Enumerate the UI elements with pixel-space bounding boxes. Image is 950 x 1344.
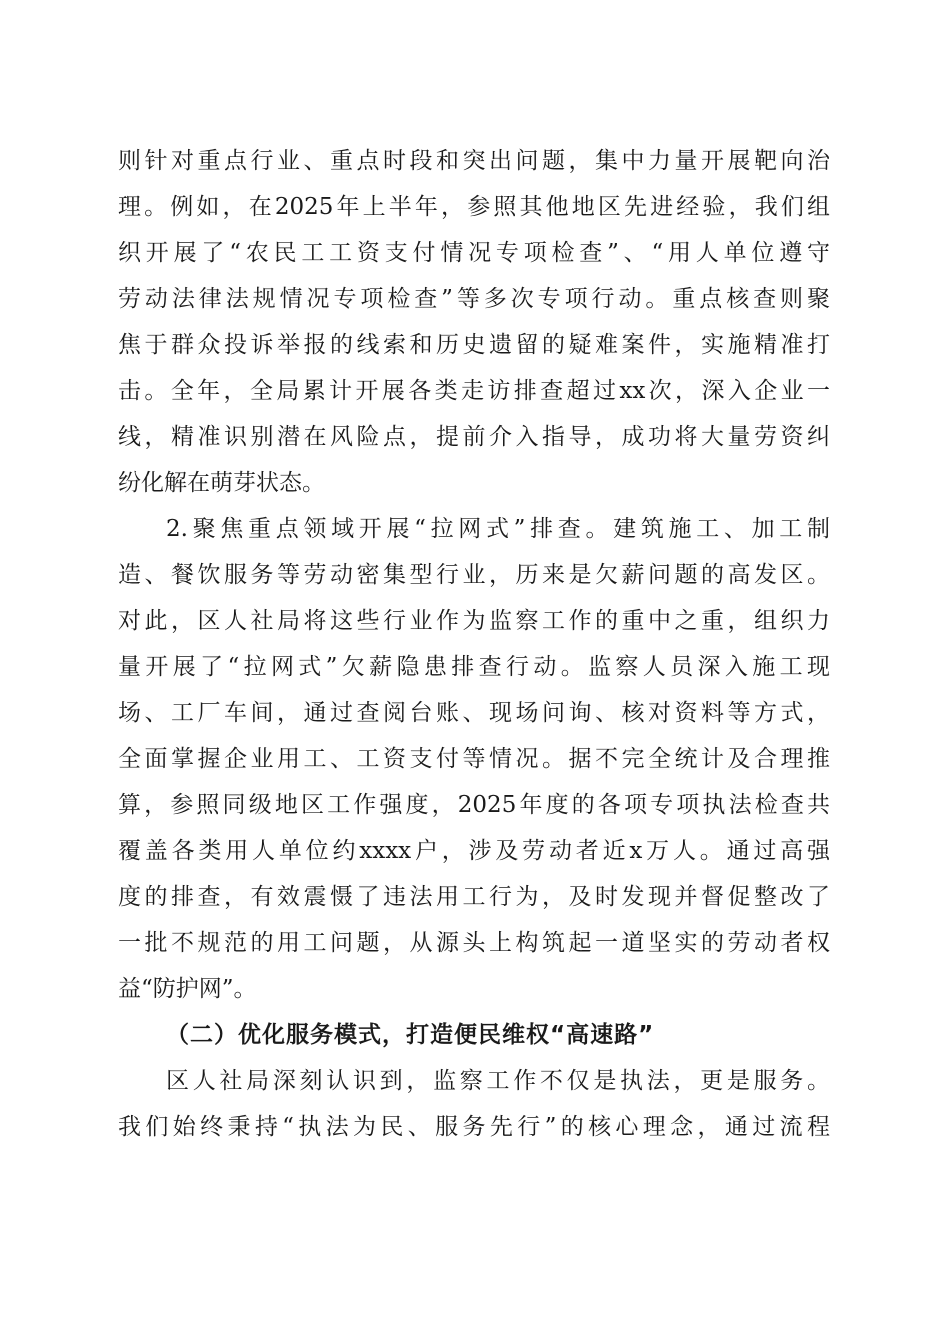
paragraph-2-line-9: 度的排查，有效震慑了违法用工行为，及时发现并督促整改了 <box>118 884 830 910</box>
paragraph-2-line-11: 益“防护网”。 <box>118 976 257 1002</box>
paragraph-2-line-8: 覆盖各类用人单位约xxxx户，涉及劳动者近x万人。通过高强 <box>118 838 830 864</box>
paragraph-1-line-8: 纷化解在萌芽状态。 <box>118 470 325 496</box>
paragraph-2-line-6: 全面掌握企业用工、工资支付等情况。据不完全统计及合理推 <box>118 746 830 772</box>
paragraph-3-line-1: 区人社局深刻认识到，监察工作不仅是执法，更是服务。 <box>166 1068 830 1094</box>
paragraph-2-line-10: 一批不规范的用工问题，从源头上构筑起一道坚实的劳动者权 <box>118 930 830 956</box>
paragraph-1-line-4: 劳动法律法规情况专项检查”等多次专项行动。重点核查则聚 <box>118 286 830 312</box>
paragraph-1-line-2: 理。例如，在2025年上半年，参照其他地区先进经验，我们组 <box>118 194 830 220</box>
paragraph-2-line-3: 对此，区人社局将这些行业作为监察工作的重中之重，组织力 <box>118 608 830 634</box>
paragraph-2-line-5: 场、工厂车间，通过查阅台账、现场问询、核对资料等方式， <box>118 700 830 726</box>
section-heading: （二）优化服务模式，打造便民维权“高速路” <box>166 1022 655 1048</box>
paragraph-1-line-6: 击。全年，全局累计开展各类走访排查超过xx次，深入企业一 <box>118 378 830 404</box>
paragraph-2-line-7: 算，参照同级地区工作强度，2025年度的各项专项执法检查共 <box>118 792 830 818</box>
paragraph-3-line-2: 我们始终秉持“执法为民、服务先行”的核心理念，通过流程 <box>118 1114 830 1140</box>
paragraph-2-line-4: 量开展了“拉网式”欠薪隐患排查行动。监察人员深入施工现 <box>118 654 830 680</box>
paragraph-1-line-3: 织开展了“农民工工资支付情况专项检查”、“用人单位遵守 <box>118 240 830 266</box>
paragraph-1-line-1: 则针对重点行业、重点时段和突出问题，集中力量开展靶向治 <box>118 148 830 174</box>
paragraph-2-line-1: 2.聚焦重点领域开展“拉网式”排查。建筑施工、加工制 <box>166 516 830 542</box>
paragraph-1-line-7: 线，精准识别潜在风险点，提前介入指导，成功将大量劳资纠 <box>118 424 830 450</box>
paragraph-2-line-2: 造、餐饮服务等劳动密集型行业，历来是欠薪问题的高发区。 <box>118 562 830 588</box>
paragraph-1-line-5: 焦于群众投诉举报的线索和历史遗留的疑难案件，实施精准打 <box>118 332 830 358</box>
